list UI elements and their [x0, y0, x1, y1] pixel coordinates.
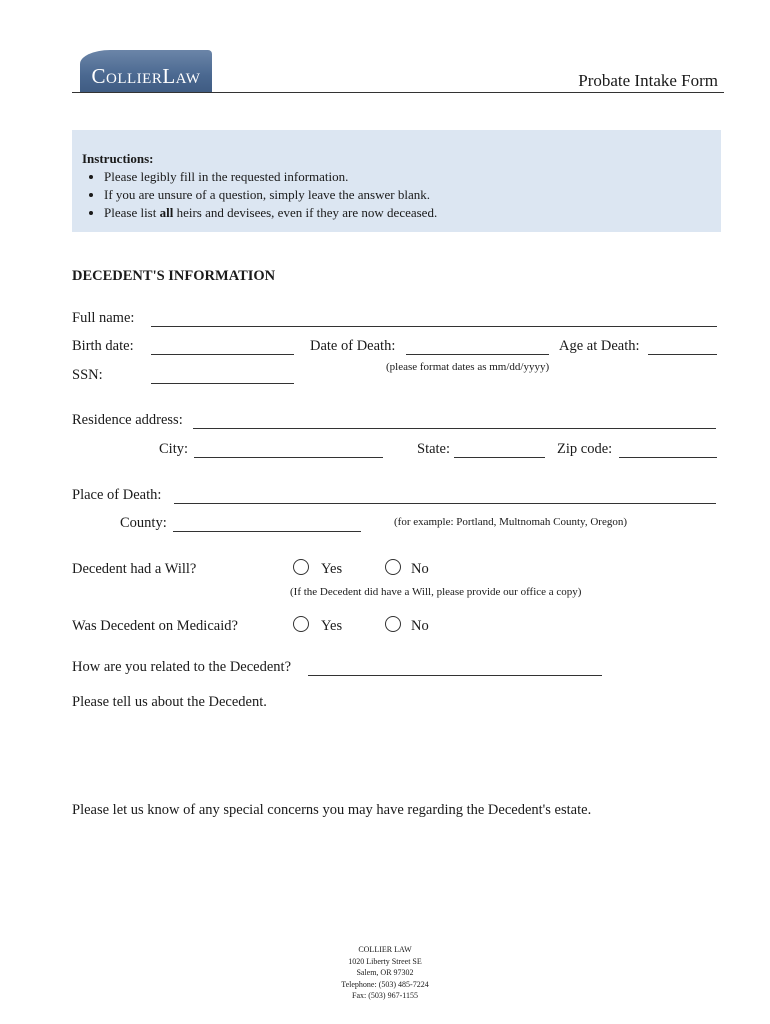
tell-us-label: Please tell us about the Decedent.: [72, 694, 267, 710]
city-label: City:: [159, 441, 189, 457]
instruction-item: • If you are unsure of a question, simply leave the answer blank.: [104, 186, 711, 204]
instructions-list: [82, 168, 711, 222]
footer-street: 1020 Liberty Street SE: [348, 956, 422, 966]
medicaid-question: Was Decedent on Medicaid?: [72, 618, 238, 634]
footer-address: [0, 944, 770, 1002]
section-title-decedent: DECEDENT'S INFORMATION: [72, 268, 276, 284]
footer-firm: COLLIER LAW: [358, 945, 412, 954]
special-concerns-answer-area[interactable]: [72, 824, 717, 924]
date-format-hint: (please format dates as mm/dd/yyyy): [386, 361, 550, 373]
full-name-field[interactable]: [151, 326, 717, 327]
will-no-radio[interactable]: [385, 559, 401, 575]
logo-text: CollierLaw: [91, 64, 201, 88]
instructions-box: [72, 130, 721, 232]
age-at-death-label: Age at Death:: [559, 338, 640, 354]
footer-city: Salem, OR 97302: [356, 968, 414, 977]
ssn-label: SSN:: [72, 367, 103, 383]
state-field[interactable]: [454, 457, 545, 458]
medicaid-no-label: No: [411, 618, 429, 634]
medicaid-yes-label: Yes: [321, 618, 343, 634]
will-yes-label: Yes: [321, 561, 343, 577]
instruction-item: • Please list all heirs and devisees, even if they are now deceased.: [104, 204, 711, 222]
will-no-label: No: [411, 561, 429, 577]
will-yes-radio[interactable]: [293, 559, 309, 575]
relation-field[interactable]: [308, 675, 602, 676]
date-of-death-label: Date of Death:: [310, 338, 396, 354]
instructions-heading: Instructions:: [82, 151, 154, 166]
birth-date-label: Birth date:: [72, 338, 134, 354]
residence-address-field[interactable]: [193, 428, 716, 429]
tell-us-answer-area[interactable]: [72, 716, 717, 792]
birth-date-field[interactable]: [151, 354, 294, 355]
ssn-field[interactable]: [151, 383, 294, 384]
relation-label: How are you related to the Decedent?: [72, 659, 292, 675]
city-field[interactable]: [194, 457, 383, 458]
will-question: Decedent had a Will?: [72, 561, 197, 577]
residence-address-label: Residence address:: [72, 412, 183, 428]
collier-law-logo: [80, 50, 212, 93]
medicaid-yes-radio[interactable]: [293, 616, 309, 632]
instruction-item: • Please legibly fill in the requested information.: [104, 168, 711, 186]
date-of-death-field[interactable]: [406, 354, 549, 355]
state-label: State:: [417, 441, 451, 457]
zip-code-label: Zip code:: [557, 441, 613, 457]
place-of-death-label: Place of Death:: [72, 487, 162, 503]
county-label: County:: [120, 515, 167, 531]
place-of-death-field[interactable]: [174, 503, 716, 504]
zip-code-field[interactable]: [619, 457, 717, 458]
age-at-death-field[interactable]: [648, 354, 717, 355]
medicaid-no-radio[interactable]: [385, 616, 401, 632]
will-hint: (If the Decedent did have a Will, please provide our office a copy): [290, 586, 582, 598]
footer-fax: Fax: (503) 967-1155: [352, 991, 418, 1000]
footer-telephone: Telephone: (503) 485-7224: [341, 979, 429, 989]
special-concerns-label: Please let us know of any special concerns you may have regarding the Decedent's estate.: [72, 802, 592, 818]
county-field[interactable]: [173, 531, 361, 532]
header-divider: [72, 92, 724, 93]
county-hint: (for example: Portland, Multnomah County, Oregon): [394, 516, 627, 528]
form-title: Probate Intake Form: [578, 71, 718, 90]
full-name-label: Full name:: [72, 310, 135, 326]
